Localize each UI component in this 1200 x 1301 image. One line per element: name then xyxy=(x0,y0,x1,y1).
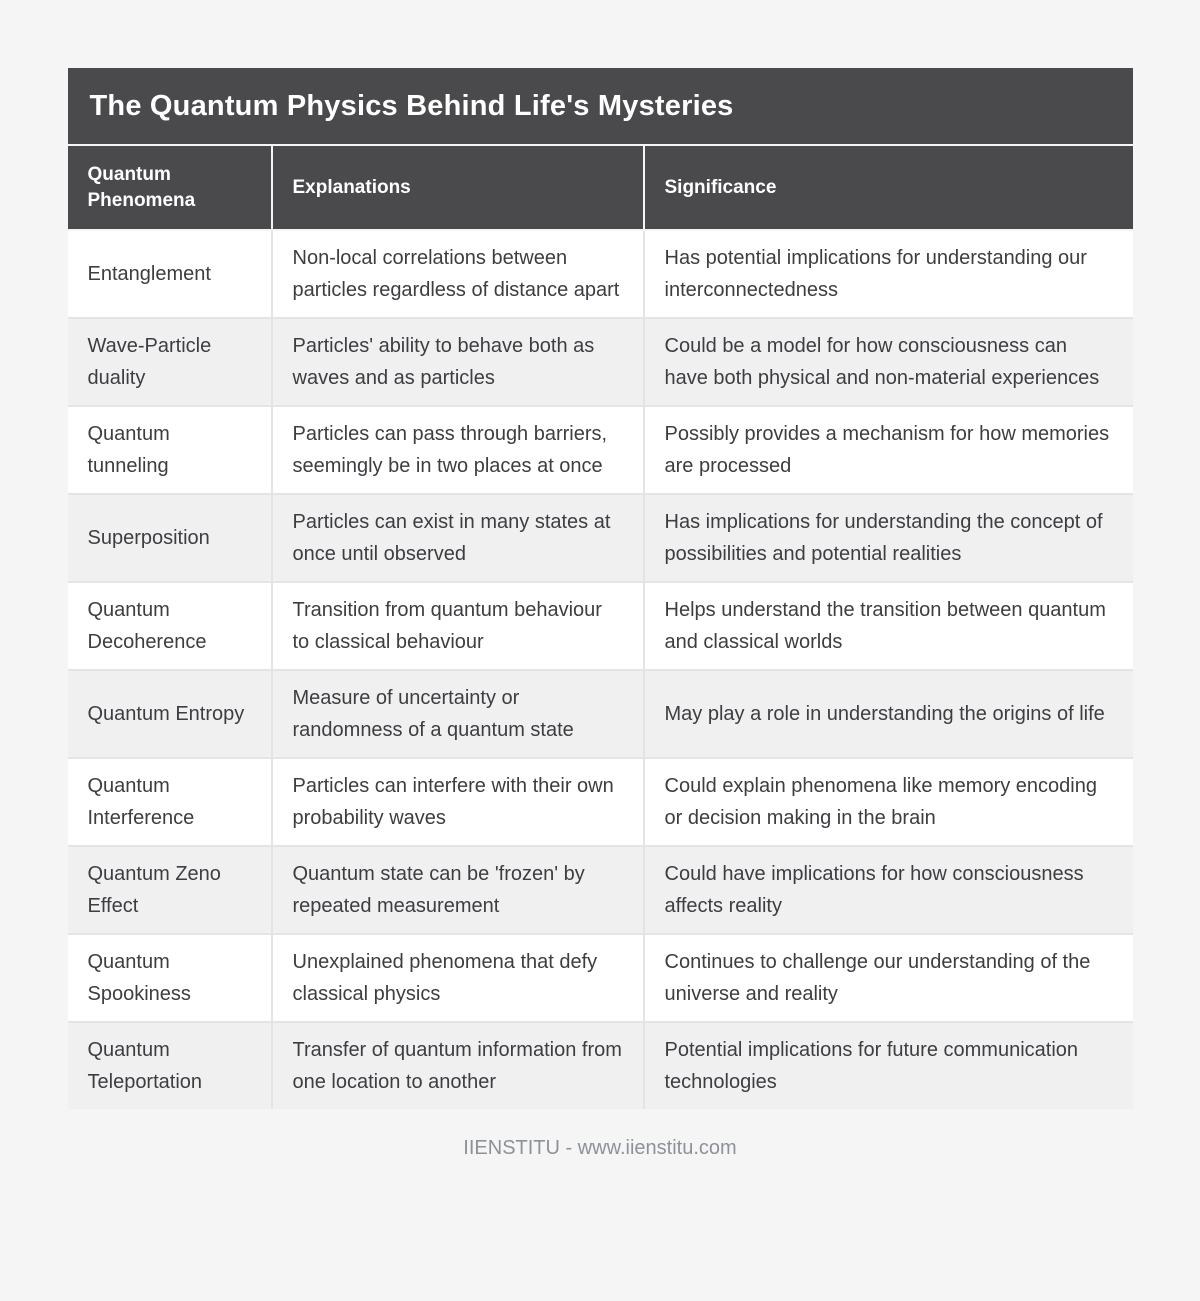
explanation-cell: Quantum state can be 'frozen' by repeated measurement xyxy=(272,846,644,934)
phenomenon-cell: Wave-Particle duality xyxy=(68,318,272,406)
explanation-cell: Non-local correlations between particles regardless of distance apart xyxy=(272,230,644,318)
phenomenon-cell: Quantum Spookiness xyxy=(68,934,272,1022)
table-row xyxy=(68,934,1133,1022)
phenomenon-cell: Quantum Zeno Effect xyxy=(68,846,272,934)
significance-cell: Possibly provides a mechanism for how memories are processed xyxy=(644,406,1133,494)
phenomenon-cell: Quantum tunneling xyxy=(68,406,272,494)
table-row xyxy=(68,670,1133,758)
table-row xyxy=(68,846,1133,934)
significance-cell: Has implications for understanding the concept of possibilities and potential realities xyxy=(644,494,1133,582)
table-row xyxy=(68,494,1133,582)
phenomenon-cell: Quantum Interference xyxy=(68,758,272,846)
explanation-cell: Particles' ability to behave both as waves and as particles xyxy=(272,318,644,406)
infographic-title: The Quantum Physics Behind Life's Mysteries xyxy=(68,68,1133,144)
phenomenon-cell: Quantum Entropy xyxy=(68,670,272,758)
explanation-cell: Unexplained phenomena that defy classical physics xyxy=(272,934,644,1022)
phenomenon-cell: Superposition xyxy=(68,494,272,582)
explanation-cell: Measure of uncertainty or randomness of a quantum state xyxy=(272,670,644,758)
footer-credit: IIENSTITU - www.iienstitu.com xyxy=(463,1137,737,1159)
table-row xyxy=(68,582,1133,670)
phenomenon-cell: Quantum Decoherence xyxy=(68,582,272,670)
explanation-cell: Transition from quantum behaviour to classical behaviour xyxy=(272,582,644,670)
column-header-quantum-phenomena: Quantum Phenomena xyxy=(68,146,272,230)
table-row xyxy=(68,406,1133,494)
significance-cell: Helps understand the transition between quantum and classical worlds xyxy=(644,582,1133,670)
column-header-significance: Significance xyxy=(644,146,1133,230)
column-header-explanations: Explanations xyxy=(272,146,644,230)
significance-cell: May play a role in understanding the origins of life xyxy=(644,670,1133,758)
explanation-cell: Particles can interfere with their own probability waves xyxy=(272,758,644,846)
significance-cell: Could have implications for how consciousness affects reality xyxy=(644,846,1133,934)
header-row xyxy=(68,146,1133,230)
explanation-cell: Transfer of quantum information from one location to another xyxy=(272,1022,644,1109)
significance-cell: Continues to challenge our understanding of the universe and reality xyxy=(644,934,1133,1022)
explanation-cell: Particles can pass through barriers, seemingly be in two places at once xyxy=(272,406,644,494)
phenomenon-cell: Quantum Teleportation xyxy=(68,1022,272,1109)
significance-cell: Could be a model for how consciousness can have both physical and non-material experiences xyxy=(644,318,1133,406)
significance-cell: Could explain phenomena like memory encoding or decision making in the brain xyxy=(644,758,1133,846)
phenomenon-cell: Entanglement xyxy=(68,230,272,318)
table-row xyxy=(68,1022,1133,1109)
explanation-cell: Particles can exist in many states at once until observed xyxy=(272,494,644,582)
quantum-phenomena-table xyxy=(68,146,1133,1109)
significance-cell: Potential implications for future communication technologies xyxy=(644,1022,1133,1109)
significance-cell: Has potential implications for understanding our interconnectedness xyxy=(644,230,1133,318)
table-row xyxy=(68,318,1133,406)
infographic-container xyxy=(68,68,1133,1160)
table-row xyxy=(68,758,1133,846)
table-row xyxy=(68,230,1133,318)
